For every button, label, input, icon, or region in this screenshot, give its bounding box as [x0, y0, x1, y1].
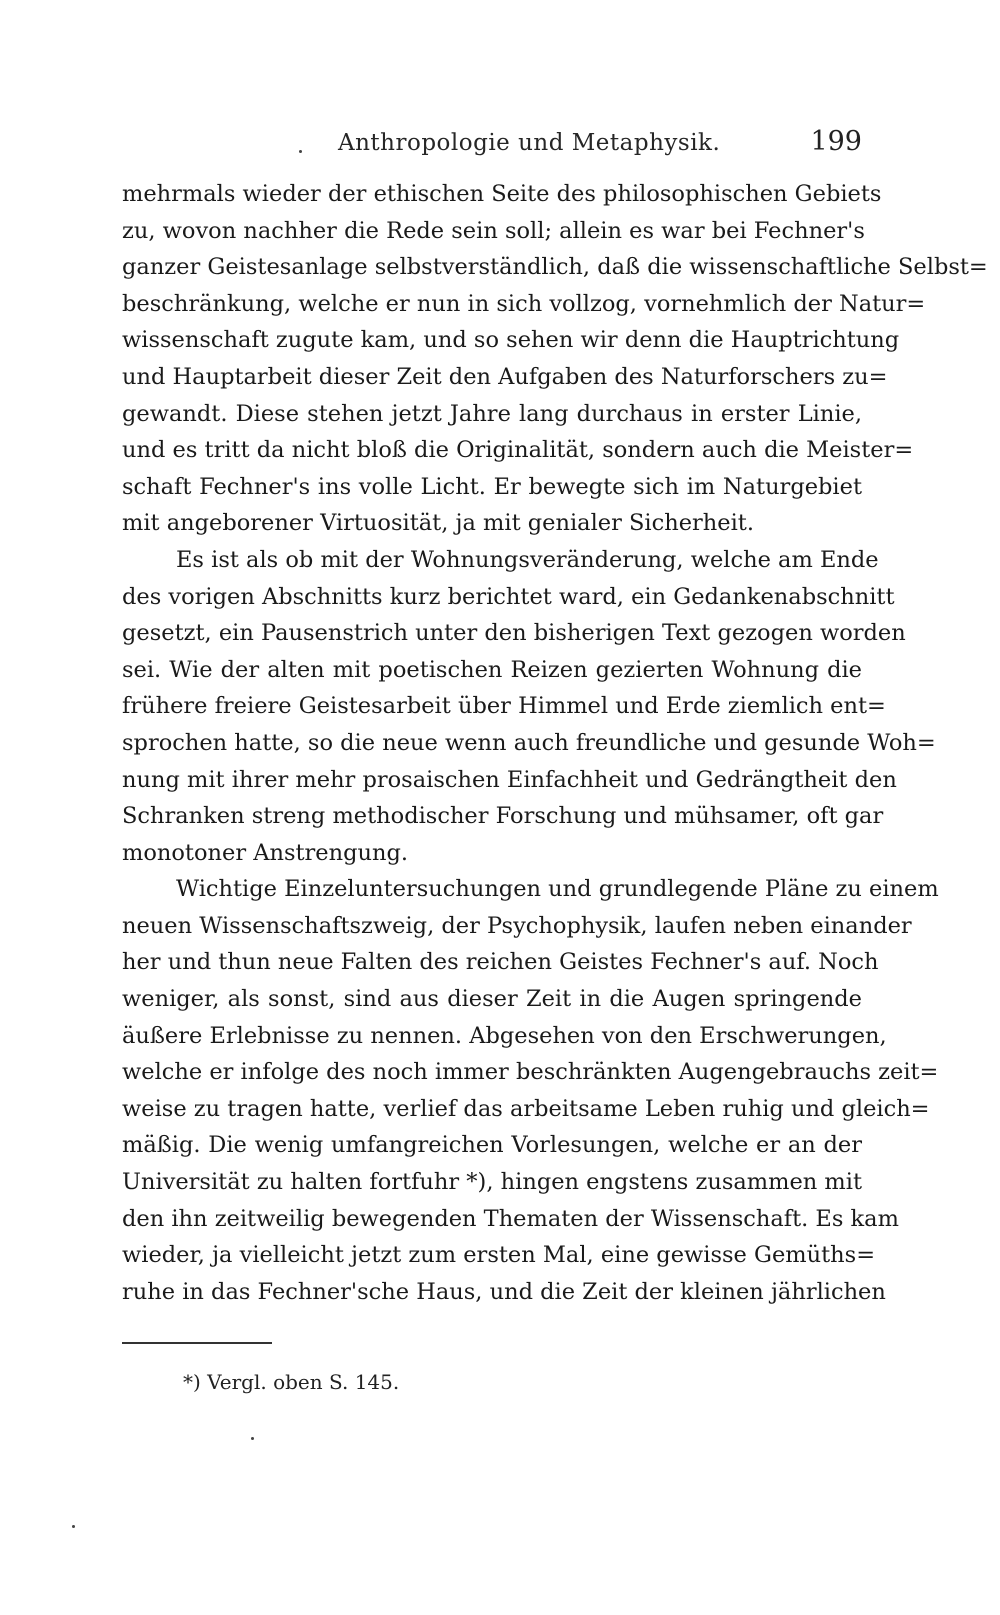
text-line: Schranken streng methodischer Forschung und mühsamer, oft gar	[122, 803, 884, 830]
text-line: monotoner Anstrengung.	[122, 839, 409, 866]
text-line: schaft Fechner's ins volle Licht. Er bewegte sich im Naturgebiet	[122, 473, 862, 500]
scan-speck	[299, 150, 302, 153]
footnote: *) Vergl. oben S. 145.	[183, 1370, 400, 1394]
page-number: 199	[810, 126, 862, 157]
text-line: des vorigen Abschnitts kurz berichtet ward, ein Gedankenabschnitt	[122, 583, 895, 610]
text-line: her und thun neue Falten des reichen Geistes Fechner's auf. Noch	[122, 949, 879, 976]
body-text	[122, 176, 988, 1310]
text-line: frühere freiere Geistesarbeit über Himmel und Erde ziemlich ent=	[122, 693, 886, 720]
text-line: weniger, als sonst, sind aus dieser Zeit in die Augen springende	[122, 986, 862, 1013]
scan-speck	[251, 1437, 254, 1440]
text-line: wissenschaft zugute kam, und so sehen wir denn die Hauptrichtung	[122, 327, 900, 354]
text-line: mit angeborener Virtuosität, ja mit genialer Sicherheit.	[122, 510, 754, 537]
text-line: ruhe in das Fechner'sche Haus, und die Zeit der kleinen jährlichen	[122, 1278, 886, 1305]
text-line: mehrmals wieder der ethischen Seite des philosophischen Gebiets	[122, 181, 882, 207]
text-line: ganzer Geistesanlage selbstverständlich, daß die wissenschaftliche Selbst=	[122, 254, 988, 281]
text-line: welche er infolge des noch immer beschränkten Augengebrauchs zeit=	[122, 1059, 939, 1086]
text-line: sei. Wie der alten mit poetischen Reizen gezierten Wohnung die	[122, 656, 862, 683]
running-head	[120, 126, 862, 166]
footnote-divider	[122, 1342, 272, 1344]
text-line: beschränkung, welche er nun in sich vollzog, vornehmlich der Natur=	[122, 290, 926, 317]
text-line: zu, wovon nachher die Rede sein soll; allein es war bei Fechner's	[122, 217, 865, 244]
text-line: sprochen hatte, so die neue wenn auch freundliche und gesunde Woh=	[122, 729, 936, 756]
text-line: weise zu tragen hatte, verlief das arbeitsame Leben ruhig und gleich=	[122, 1095, 930, 1122]
text-line: wieder, ja vielleicht jetzt zum ersten Mal, eine gewisse Gemüths=	[122, 1242, 876, 1269]
text-line: mäßig. Die wenig umfangreichen Vorlesungen, welche er an der	[122, 1132, 862, 1159]
text-line: Wichtige Einzeluntersuchungen und grundlegende Pläne zu einem	[176, 876, 939, 903]
text-line: äußere Erlebnisse zu nennen. Abgesehen von den Erschwerungen,	[122, 1022, 887, 1049]
text-line: Es ist als ob mit der Wohnungsveränderung, welche am Ende	[176, 546, 879, 573]
text-line: den ihn zeitweilig bewegenden Thematen der Wissenschaft. Es kam	[122, 1205, 899, 1232]
text-line: gewandt. Diese stehen jetzt Jahre lang durchaus in erster Linie,	[122, 400, 862, 427]
text-line: neuen Wissenschaftszweig, der Psychophysik, laufen neben einander	[122, 912, 912, 939]
running-title: Anthropologie und Metaphysik.	[338, 130, 721, 156]
scan-speck	[72, 1525, 75, 1528]
text-line: nung mit ihrer mehr prosaischen Einfachheit und Gedrängtheit den	[122, 766, 897, 793]
text-line: und Hauptarbeit dieser Zeit den Aufgaben des Naturforschers zu=	[122, 363, 888, 390]
text-line: und es tritt da nicht bloß die Originalität, sondern auch die Meister=	[122, 437, 914, 464]
text-line: Universität zu halten fortfuhr *), hingen engstens zusammen mit	[122, 1169, 862, 1196]
text-line: gesetzt, ein Pausenstrich unter den bisherigen Text gezogen worden	[122, 620, 906, 647]
